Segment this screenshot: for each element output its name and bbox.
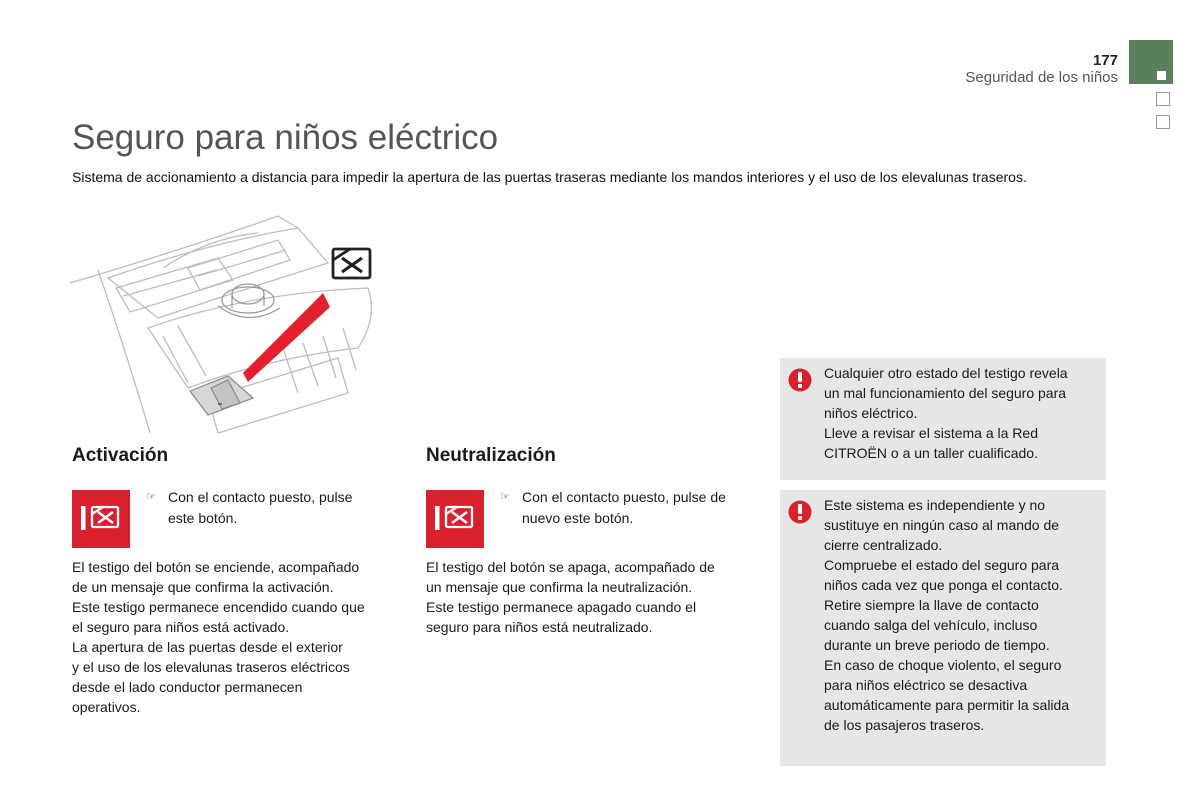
activation-heading: Activación: [72, 445, 169, 466]
note-line: Este sistema es independiente y no: [824, 497, 1046, 513]
body-line: seguro para niños está neutralizado.: [426, 619, 653, 635]
neutralization-heading: Neutralización: [426, 445, 556, 466]
warning-note: [780, 358, 1106, 480]
activation-bullet: [142, 487, 402, 529]
note-line: Cualquier otro estado del testigo revela: [824, 365, 1068, 381]
note-line: cuando salga del vehículo, incluso: [824, 617, 1038, 633]
bullet-line: Con el contacto puesto, pulse de: [522, 489, 726, 505]
warning-note: [780, 490, 1106, 766]
section-name: Seguridad de los niños: [965, 69, 1118, 86]
section-tab-marker: [1157, 71, 1166, 80]
body-line: El testigo del botón se enciende, acompañado: [72, 559, 360, 575]
neutralization-bullet: [496, 487, 766, 529]
note-line: CITROËN o a un taller cualificado.: [824, 445, 1038, 461]
note-line: cierre centralizado.: [824, 537, 943, 553]
child-lock-button[interactable]: [72, 490, 130, 548]
child-lock-icon: [72, 490, 130, 548]
bullet-line: este botón.: [168, 510, 238, 526]
note-line: un mal funcionamiento del seguro para: [824, 385, 1067, 401]
note-line: niños eléctrico.: [824, 405, 918, 421]
warning-note-text: [824, 495, 1069, 735]
body-line: El testigo del botón se apaga, acompañado de: [426, 559, 715, 575]
note-line: Compruebe el estado del seguro para: [824, 557, 1060, 573]
note-line: Retire siempre la llave de contacto: [824, 597, 1039, 613]
activation-body: [72, 557, 412, 717]
note-line: sustituye en ningún caso al mando de: [824, 517, 1060, 533]
note-line: niños cada vez que ponga el contacto.: [824, 577, 1063, 593]
body-line: Este testigo permanece apagado cuando el: [426, 599, 697, 615]
child-lock-icon: [330, 244, 376, 282]
exclamation-warning-icon: [788, 500, 812, 524]
bullet-line: nuevo este botón.: [522, 510, 634, 526]
section-tab-box: [1156, 115, 1170, 129]
pointing-hand-bullet-icon: ☞: [500, 491, 510, 503]
pointing-hand-bullet-icon: ☞: [146, 491, 156, 503]
body-line: un mensaje que confirma la neutralización.: [426, 579, 693, 595]
note-line: para niños eléctrico se desactiva: [824, 677, 1028, 693]
exclamation-warning-icon: [788, 368, 812, 392]
note-line: automáticamente para permitir la salida: [824, 697, 1070, 713]
section-tab: [1129, 40, 1173, 84]
body-line: Este testigo permanece encendido cuando que: [72, 599, 365, 615]
section-tab-box: [1156, 92, 1170, 106]
body-line: y el uso de los elevalunas traseros eléctricos: [72, 659, 350, 675]
bullet-line: Con el contacto puesto, pulse: [168, 489, 353, 505]
body-line: desde el lado conductor permanecen: [72, 679, 303, 695]
console-illustration: [68, 208, 398, 438]
note-line: durante un breve periodo de tiempo.: [824, 637, 1050, 653]
body-line: La apertura de las puertas desde el exterior: [72, 639, 343, 655]
page-title: Seguro para niños eléctrico: [72, 118, 499, 157]
body-line: el seguro para niños está activado.: [72, 619, 290, 635]
note-line: En caso de choque violento, el seguro: [824, 657, 1062, 673]
warning-note-text: [824, 363, 1068, 463]
child-lock-icon: [426, 490, 484, 548]
note-line: Lleve a revisar el sistema a la Red: [824, 425, 1038, 441]
body-line: operativos.: [72, 699, 141, 715]
body-line: de un mensaje que confirma la activación.: [72, 579, 334, 595]
child-lock-button[interactable]: [426, 490, 484, 548]
page-number: 177: [1092, 52, 1118, 69]
neutralization-body: [426, 557, 766, 637]
intro-paragraph: Sistema de accionamiento a distancia para impedir la apertura de las puertas traseras mediante los mandos interiores y el uso de los elevalunas traseros.: [72, 169, 1027, 185]
note-line: de los pasajeros traseros.: [824, 717, 985, 733]
